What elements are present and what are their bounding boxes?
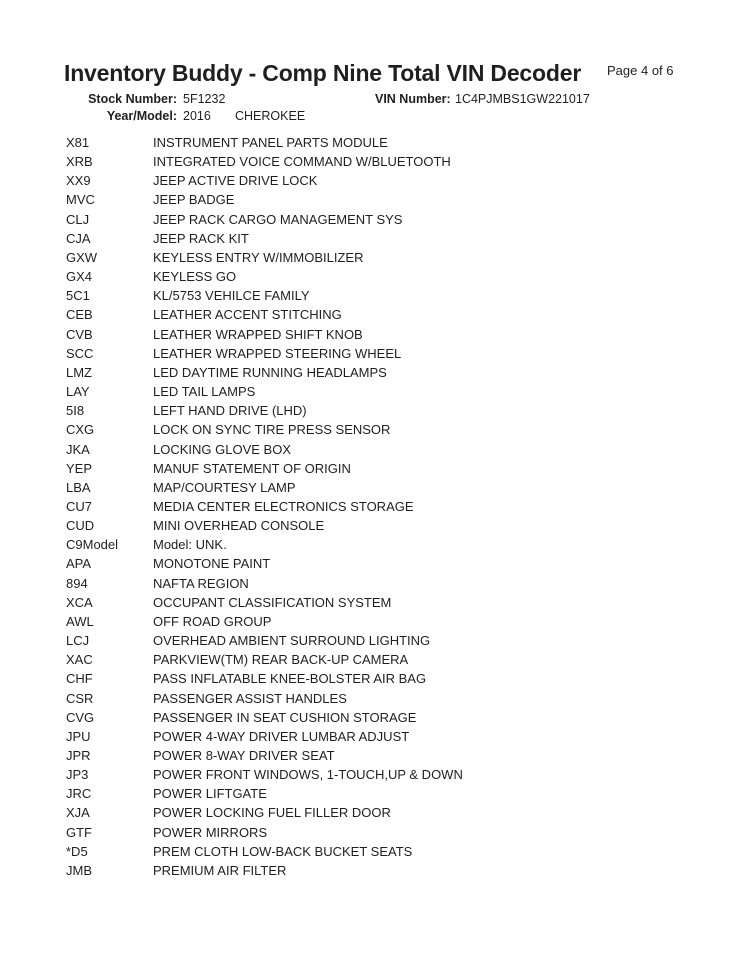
option-row	[66, 401, 686, 420]
option-row	[66, 133, 686, 152]
option-description: INTEGRATED VOICE COMMAND W/BLUETOOTH	[153, 154, 451, 170]
option-code: CEB	[66, 307, 93, 323]
option-description: LOCK ON SYNC TIRE PRESS SENSOR	[153, 422, 391, 438]
year-model-label: Year/Model:	[106, 109, 177, 123]
option-code: JPU	[66, 728, 91, 744]
option-code: XJA	[66, 805, 90, 821]
option-code: CHF	[66, 671, 93, 687]
option-code: CVG	[66, 709, 95, 725]
option-code: CUD	[66, 518, 95, 534]
option-code: 894	[66, 575, 88, 591]
option-description: PASSENGER ASSIST HANDLES	[153, 690, 347, 706]
option-code: YEP	[66, 460, 93, 476]
option-row	[66, 440, 686, 459]
option-description: JEEP RACK KIT	[153, 230, 249, 246]
option-code: CSR	[66, 690, 94, 706]
options-list	[66, 133, 686, 880]
option-description: LEATHER WRAPPED STEERING WHEEL	[153, 345, 402, 361]
option-code: LMZ	[66, 364, 92, 380]
option-row	[66, 305, 686, 324]
option-description: JEEP ACTIVE DRIVE LOCK	[153, 173, 318, 189]
option-row	[66, 420, 686, 439]
option-code: C9Model	[66, 537, 119, 553]
option-description: KEYLESS GO	[153, 269, 237, 285]
option-code: 5I8	[66, 403, 85, 419]
option-row	[66, 229, 686, 248]
option-code: APA	[66, 556, 92, 572]
option-description: POWER FRONT WINDOWS, 1-TOUCH,UP & DOWN	[153, 767, 463, 783]
option-code: CLJ	[66, 211, 90, 227]
option-row	[66, 497, 686, 516]
option-description: POWER LOCKING FUEL FILLER DOOR	[153, 805, 391, 821]
option-description: POWER LIFTGATE	[153, 786, 267, 802]
option-code: CXG	[66, 422, 95, 438]
option-description: OCCUPANT CLASSIFICATION SYSTEM	[153, 594, 392, 610]
option-description: NAFTA REGION	[153, 575, 249, 591]
option-row	[66, 574, 686, 593]
option-row	[66, 593, 686, 612]
option-row	[66, 267, 686, 286]
option-description: INSTRUMENT PANEL PARTS MODULE	[153, 135, 388, 150]
option-code: XX9	[66, 173, 91, 189]
option-description: OVERHEAD AMBIENT SURROUND LIGHTING	[153, 633, 431, 649]
stock-number-value: 5F1232	[183, 92, 226, 106]
option-row	[66, 784, 686, 803]
option-description: MONOTONE PAINT	[153, 556, 271, 572]
option-row	[66, 554, 686, 573]
option-row	[66, 459, 686, 478]
option-row	[66, 248, 686, 267]
option-description: OFF ROAD GROUP	[153, 613, 272, 629]
option-row	[66, 382, 686, 401]
option-row	[66, 171, 686, 190]
option-row	[66, 823, 686, 842]
option-row	[66, 363, 686, 382]
option-description: KEYLESS ENTRY W/IMMOBILIZER	[153, 249, 364, 265]
option-row	[66, 478, 686, 497]
option-row	[66, 803, 686, 822]
page-title: Inventory Buddy - Comp Nine Total VIN Decoder	[64, 60, 582, 86]
option-code: AWL	[66, 613, 94, 629]
option-description: LEATHER WRAPPED SHIFT KNOB	[153, 326, 363, 342]
stock-number-label: Stock Number:	[88, 92, 177, 106]
option-code: GX4	[66, 269, 93, 285]
option-description: JEEP BADGE	[153, 192, 235, 208]
option-code: JMB	[66, 862, 92, 878]
option-row	[66, 612, 686, 631]
option-code: *D5	[66, 843, 88, 859]
option-row	[66, 152, 686, 171]
option-code: CVB	[66, 326, 93, 342]
option-code: LBA	[66, 479, 91, 495]
option-row	[66, 765, 686, 784]
option-code: GXW	[66, 249, 98, 265]
option-description: KL/5753 VEHILCE FAMILY	[153, 288, 310, 304]
option-row	[66, 325, 686, 344]
option-description: LOCKING GLOVE BOX	[153, 441, 291, 457]
option-description: LEATHER ACCENT STITCHING	[153, 307, 342, 323]
option-row	[66, 631, 686, 650]
option-description: PREM CLOTH LOW-BACK BUCKET SEATS	[153, 843, 413, 859]
model-value: CHEROKEE	[235, 109, 306, 123]
option-row	[66, 535, 686, 554]
year-value: 2016	[183, 109, 211, 123]
option-description: MANUF STATEMENT OF ORIGIN	[153, 460, 351, 476]
option-description: POWER 8-WAY DRIVER SEAT	[153, 748, 335, 763]
option-description: LED TAIL LAMPS	[153, 384, 256, 400]
option-code: XAC	[66, 652, 93, 668]
option-row	[66, 861, 686, 880]
option-code: LAY	[66, 384, 90, 400]
option-row	[66, 708, 686, 727]
option-row	[66, 746, 686, 765]
option-code: CJA	[66, 230, 91, 246]
option-row	[66, 190, 686, 209]
option-code: XRB	[66, 154, 93, 170]
option-description: PASSENGER IN SEAT CUSHION STORAGE	[153, 709, 417, 725]
option-description: MAP/COURTESY LAMP	[153, 479, 296, 495]
option-code: MVC	[66, 192, 95, 208]
option-code: XCA	[66, 594, 93, 610]
option-code: 5C1	[66, 288, 90, 304]
option-description: MEDIA CENTER ELECTRONICS STORAGE	[153, 498, 414, 514]
option-code: LCJ	[66, 633, 90, 649]
option-row	[66, 516, 686, 535]
option-row	[66, 842, 686, 861]
option-description: JEEP RACK CARGO MANAGEMENT SYS	[153, 211, 403, 227]
option-description: PARKVIEW(TM) REAR BACK-UP CAMERA	[153, 652, 409, 668]
option-row	[66, 344, 686, 363]
option-description: PASS INFLATABLE KNEE-BOLSTER AIR BAG	[153, 671, 427, 687]
option-description: LED DAYTIME RUNNING HEADLAMPS	[153, 364, 387, 380]
option-description: POWER 4-WAY DRIVER LUMBAR ADJUST	[153, 728, 410, 744]
option-code: JRC	[66, 786, 92, 802]
option-description: LEFT HAND DRIVE (LHD)	[153, 403, 307, 419]
page-indicator: Page 4 of 6	[607, 63, 674, 78]
option-row	[66, 210, 686, 229]
option-description: PREMIUM AIR FILTER	[153, 862, 287, 878]
vin-number-value: 1C4PJMBS1GW221017	[455, 92, 590, 106]
option-description: Model: UNK.	[153, 537, 227, 553]
option-row	[66, 650, 686, 669]
option-code: X81	[66, 135, 90, 150]
option-code: SCC	[66, 345, 94, 361]
option-row	[66, 689, 686, 708]
option-code: JPR	[66, 748, 91, 763]
option-code: JP3	[66, 767, 89, 783]
option-code: CU7	[66, 498, 93, 514]
vin-number-label: VIN Number:	[375, 92, 451, 106]
option-code: JKA	[66, 441, 90, 457]
option-code: GTF	[66, 824, 92, 840]
option-row	[66, 286, 686, 305]
option-row	[66, 669, 686, 688]
option-description: POWER MIRRORS	[153, 824, 268, 840]
option-description: MINI OVERHEAD CONSOLE	[153, 518, 325, 534]
option-row	[66, 727, 686, 746]
